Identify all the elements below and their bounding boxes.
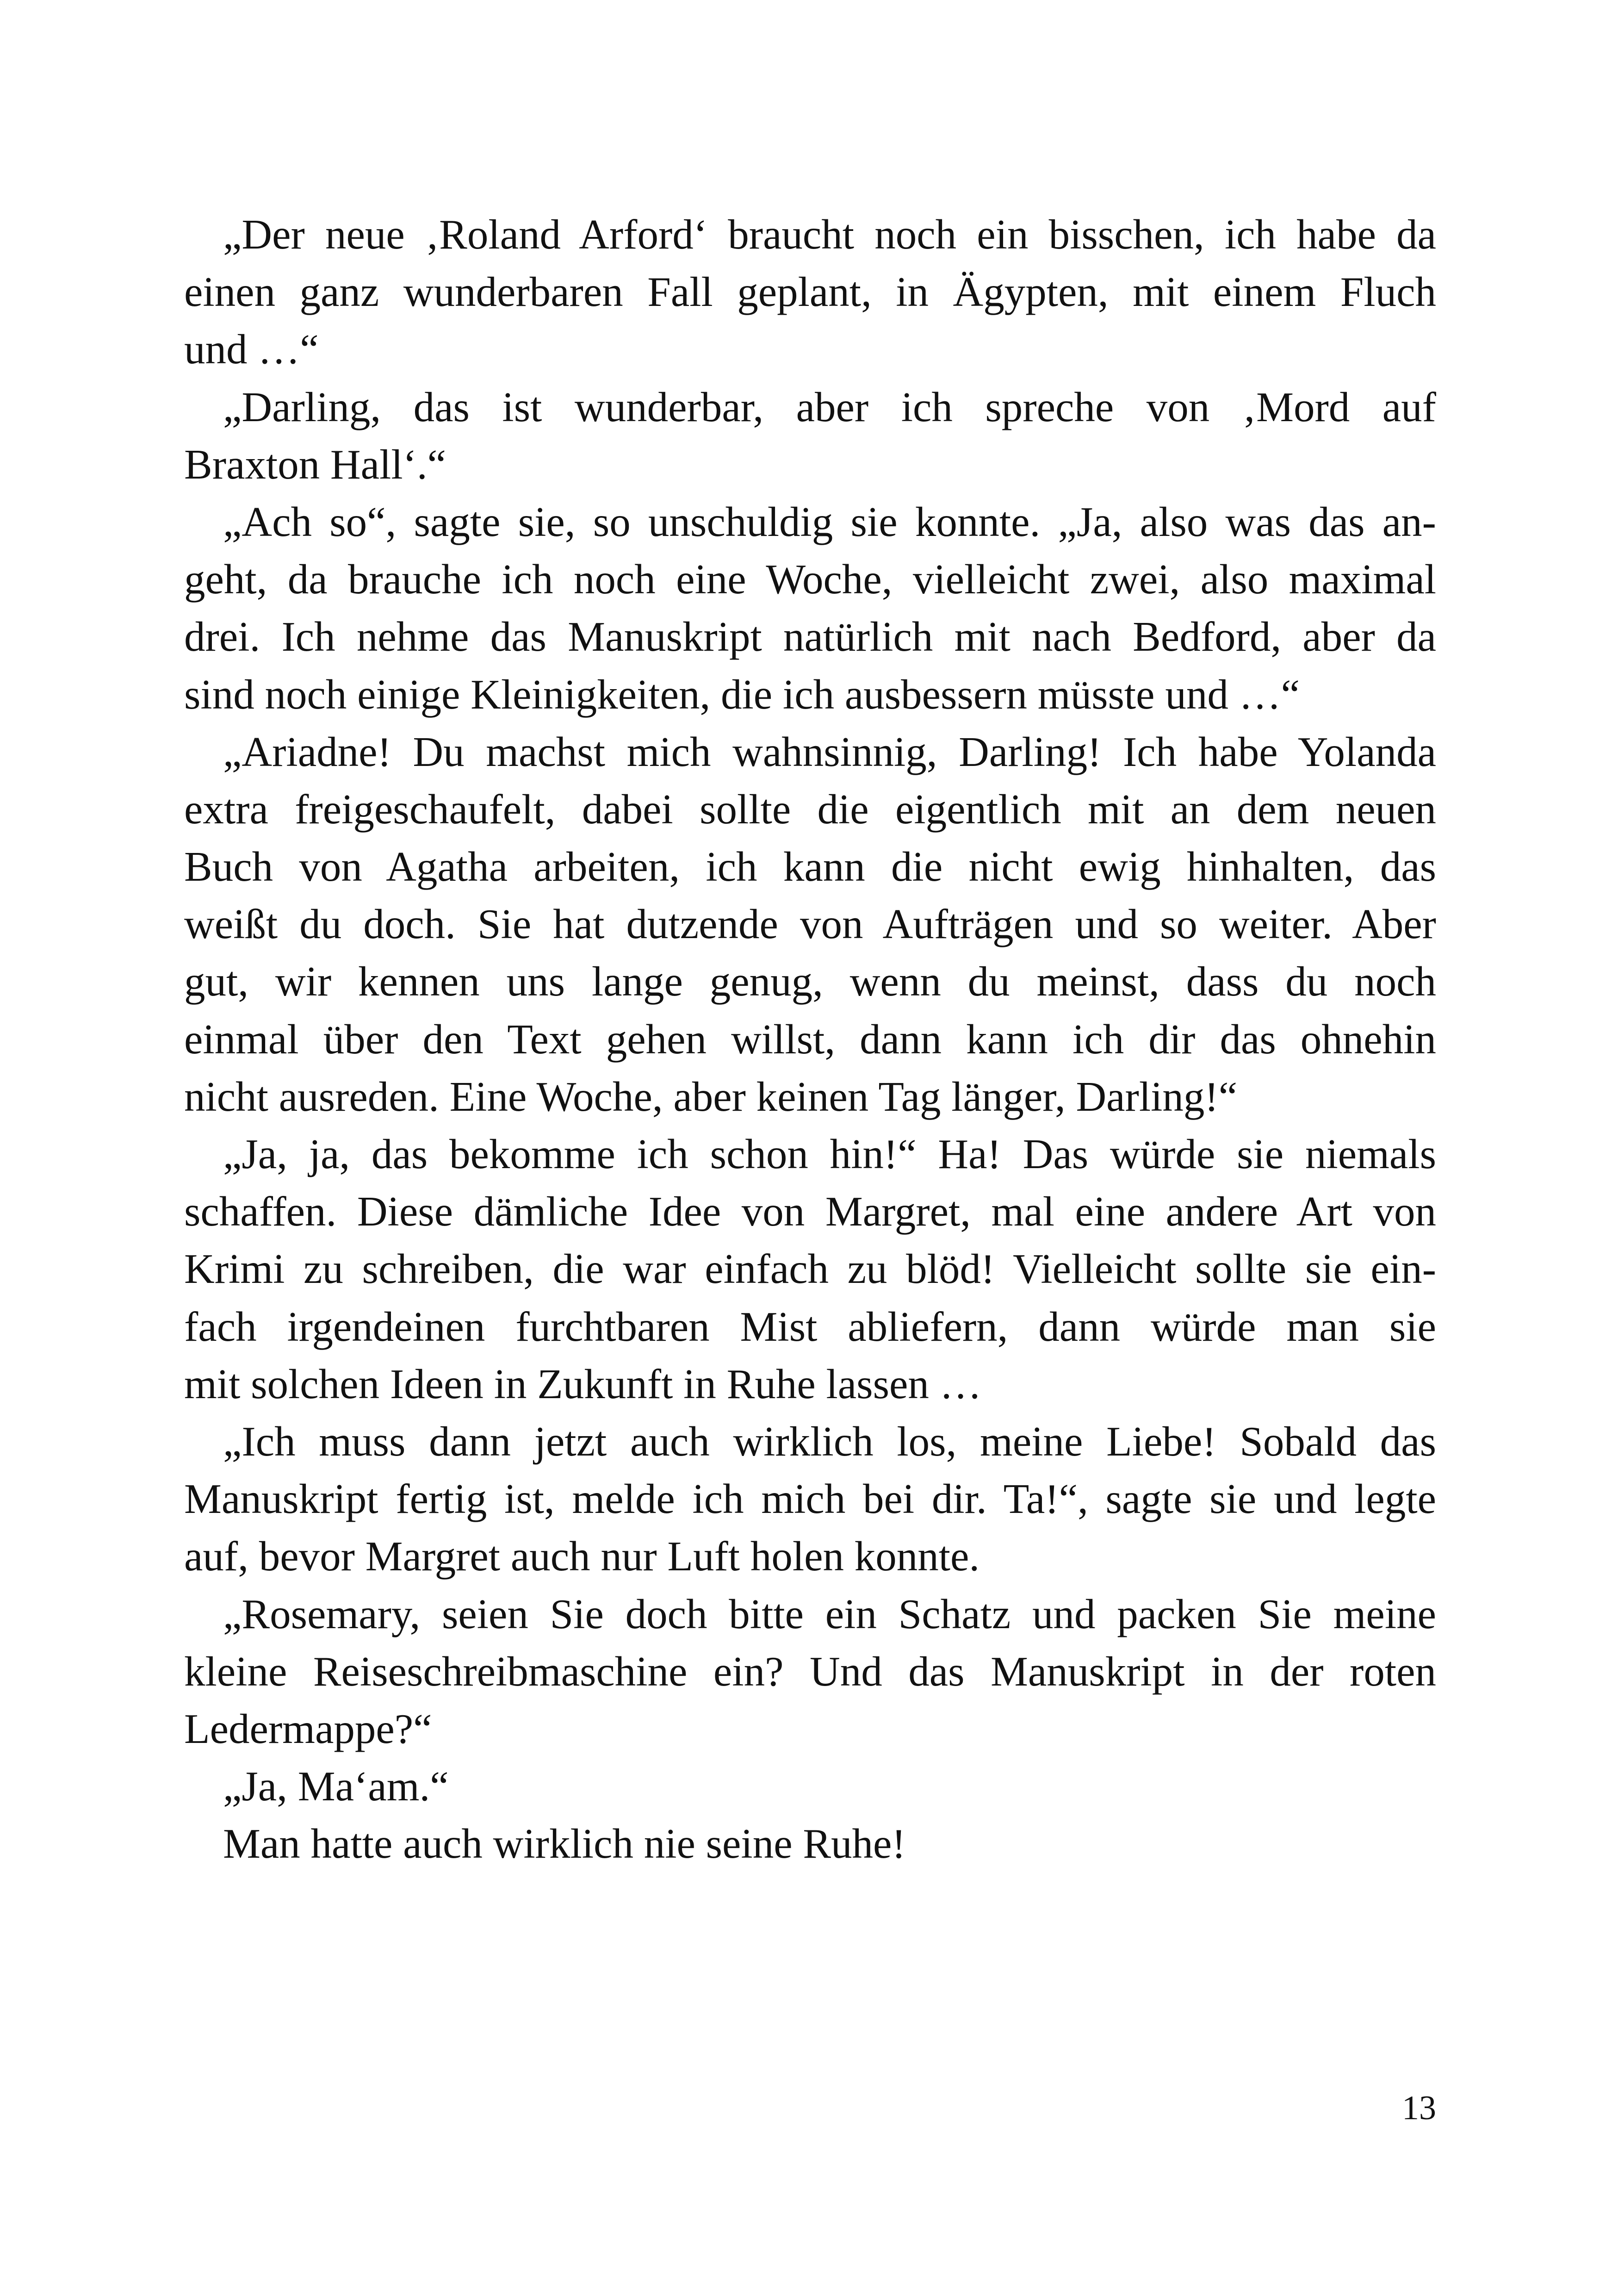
body-text	[184, 206, 1436, 1873]
text-line: Manuskript fertig ist, melde ich mich bei dir. Ta!“, sagte sie und legte	[184, 1475, 1436, 1523]
text-line: einen ganz wunderbaren Fall geplant, in Ägypten, mit einem Fluch	[184, 268, 1436, 316]
text-line: Ledermappe?“	[184, 1705, 432, 1752]
text-line: Man hatte auch wirklich nie seine Ruhe!	[223, 1820, 906, 1867]
text-line: Krimi zu schreiben, die war einfach zu blöd! Vielleicht sollte sie ein-	[184, 1245, 1436, 1293]
text-line: „Ich muss dann jetzt auch wirklich los, meine Liebe! Sobald das	[223, 1418, 1436, 1465]
paragraph	[184, 1413, 1436, 1586]
text-line: „Rosemary, seien Sie doch bitte ein Schatz und packen Sie meine	[223, 1590, 1436, 1637]
text-line: „Darling, das ist wunderbar, aber ich spreche von ‚Mord auf	[223, 383, 1436, 430]
page-number: 13	[1402, 2089, 1436, 2127]
text-line: „Ach so“, sagte sie, so unschuldig sie konnte. „Ja, also was das an-	[223, 498, 1436, 545]
paragraph	[184, 723, 1436, 1126]
text-line: kleine Reiseschreibmaschine ein? Und das Manuskript in der roten	[184, 1648, 1436, 1695]
text-line: geht, da brauche ich noch eine Woche, vielleicht zwei, also maximal	[184, 556, 1436, 603]
text-line: nicht ausreden. Eine Woche, aber keinen Tag länger, Darling!“	[184, 1073, 1238, 1120]
text-line: „Der neue ‚Roland Arford‘ braucht noch ein bisschen, ich habe da	[223, 211, 1436, 258]
text-line: extra freigeschaufelt, dabei sollte die eigentlich mit an dem neuen	[184, 785, 1436, 833]
text-line: und …“	[184, 326, 319, 373]
paragraph	[184, 379, 1436, 493]
paragraph	[184, 1126, 1436, 1413]
text-line: weißt du doch. Sie hat dutzende von Aufträgen und so weiter. Aber	[184, 901, 1436, 948]
text-line: schaffen. Diese dämliche Idee von Margret, mal eine andere Art von	[184, 1188, 1436, 1235]
text-line: Braxton Hall‘.“	[184, 441, 446, 488]
paragraph	[184, 1758, 1436, 1815]
text-line: einmal über den Text gehen willst, dann kann ich dir das ohnehin	[184, 1015, 1436, 1063]
paragraph	[184, 1815, 1436, 1873]
text-line: „Ariadne! Du machst mich wahnsinnig, Darling! Ich habe Yolanda	[223, 728, 1436, 775]
text-line: gut, wir kennen uns lange genug, wenn du meinst, dass du noch	[184, 958, 1436, 1005]
text-line: sind noch einige Kleinigkeiten, die ich ausbessern müsste und …“	[184, 671, 1300, 718]
text-line: Buch von Agatha arbeiten, ich kann die nicht ewig hinhalten, das	[184, 843, 1436, 890]
text-line: fach irgendeinen furchtbaren Mist abliefern, dann würde man sie	[184, 1303, 1436, 1350]
text-line: „Ja, Ma‘am.“	[223, 1763, 449, 1810]
text-line: „Ja, ja, das bekomme ich schon hin!“ Ha! Das würde sie niemals	[223, 1131, 1436, 1177]
text-line: auf, bevor Margret auch nur Luft holen konnte.	[184, 1533, 980, 1580]
text-line: mit solchen Ideen in Zukunft in Ruhe lassen …	[184, 1360, 982, 1407]
paragraph	[184, 1586, 1436, 1758]
paragraph	[184, 493, 1436, 723]
text-line: drei. Ich nehme das Manuskript natürlich mit nach Bedford, aber da	[184, 613, 1436, 660]
paragraph	[184, 206, 1436, 379]
